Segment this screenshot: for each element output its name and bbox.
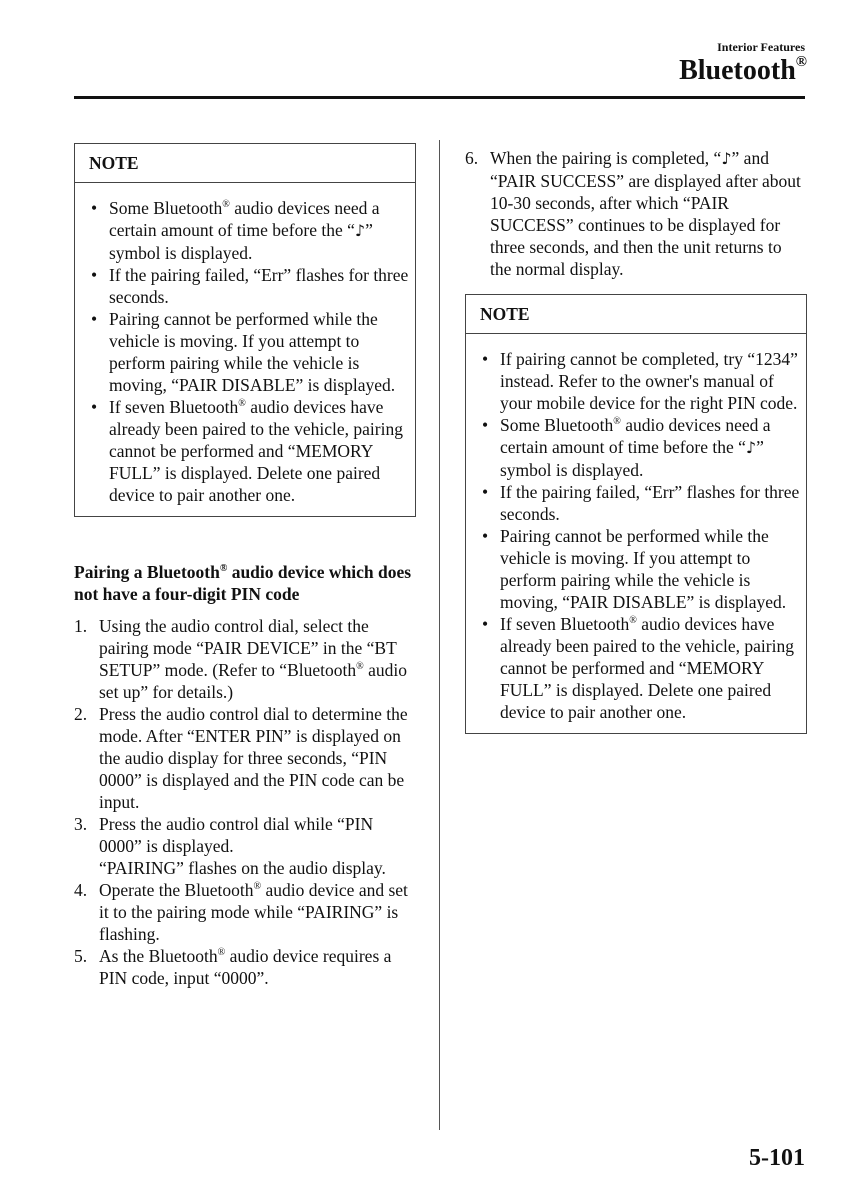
step-text: As the Bluetooth — [99, 946, 218, 966]
subheading-text: audio device which does not have a four-digit PIN code — [74, 562, 412, 604]
bullet: • — [482, 415, 489, 435]
note-text: ” symbol is displayed. — [109, 220, 373, 263]
note-text: audio devices have already been paired to the vehicle, pairing cannot be performed and “MEMORY FULL” is displayed. Delete one paired device to pair another one. — [109, 397, 403, 505]
note-text: If seven Bluetooth — [109, 397, 239, 417]
step-number: 4. — [74, 880, 88, 900]
note-item — [480, 613, 800, 723]
registered-mark: ® — [219, 563, 228, 574]
step-text: Operate the Bluetooth — [99, 880, 254, 900]
bullet: • — [91, 397, 98, 417]
step-text: Press the audio control dial while “PIN 0000” is displayed. — [99, 814, 374, 856]
note-text: If pairing cannot be completed, try “1234” instead. Refer to the owner's manual of your mobile device for the right PIN code. — [500, 349, 798, 413]
note-item — [89, 396, 409, 506]
bullet: • — [482, 349, 489, 369]
note-heading: NOTE — [75, 144, 415, 183]
music-note-icon: ♪ — [745, 438, 757, 457]
section-label: Interior Features — [717, 40, 805, 54]
note-box — [74, 143, 416, 517]
registered-mark: ® — [238, 398, 246, 409]
step-text: audio device requires a PIN code, input “0000”. — [99, 946, 392, 988]
note-text: Pairing cannot be performed while the vehicle is moving. If you attempt to perform pairing while the vehicle is moving, “PAIR DISABLE” is displayed. — [109, 309, 396, 395]
right-column — [465, 147, 807, 734]
bullet: • — [482, 526, 489, 546]
note-text: audio devices have already been paired to the vehicle, pairing cannot be performed and “MEMORY FULL” is displayed. Delete one paired device to pair another one. — [500, 614, 794, 722]
step-text: ” and “PAIR SUCCESS” are displayed after about 10-30 seconds, after which “PAIR SUCCESS” continues to be displayed for three seconds, and then the unit returns to the normal display. — [490, 148, 801, 279]
registered-mark: ® — [795, 54, 807, 70]
step-item — [74, 879, 416, 945]
bullet: • — [482, 482, 489, 502]
left-column — [74, 143, 416, 989]
page-number: 5-101 — [749, 1145, 805, 1171]
note-item — [480, 348, 800, 414]
bullet: • — [482, 614, 489, 634]
note-box — [465, 294, 807, 734]
note-text: If the pairing failed, “Err” flashes for three seconds. — [500, 482, 800, 524]
note-text: If seven Bluetooth — [500, 614, 630, 634]
registered-mark: ® — [613, 416, 621, 427]
step-number: 3. — [74, 814, 88, 834]
note-text: Some Bluetooth — [109, 198, 223, 218]
note-item — [89, 197, 409, 264]
step-number: 1. — [74, 616, 88, 636]
note-item — [480, 481, 800, 525]
music-note-icon: ♪ — [354, 221, 366, 240]
bullet: • — [91, 309, 98, 329]
note-item — [89, 264, 409, 308]
step-item — [74, 615, 416, 703]
steps-list — [74, 615, 416, 989]
registered-mark: ® — [253, 881, 262, 892]
note-list — [466, 334, 806, 733]
registered-mark: ® — [217, 947, 226, 958]
step-text: audio device and set it to the pairing mode while “PAIRING” is flashing. — [99, 880, 408, 944]
page-title — [679, 54, 807, 88]
registered-mark: ® — [356, 661, 364, 672]
note-heading: NOTE — [466, 295, 806, 334]
column-divider — [439, 140, 440, 1130]
step-number: 2. — [74, 704, 88, 724]
step-number: 5. — [74, 946, 88, 966]
step-text: “PAIRING” flashes on the audio display. — [99, 858, 386, 878]
step-text: Using the audio control dial, select the pairing mode “PAIR DEVICE” in the “BT SETUP” mode. (Refer to “Bluetooth — [99, 616, 397, 680]
note-text: ” symbol is displayed. — [500, 437, 764, 480]
step-item — [74, 945, 416, 989]
note-item — [89, 308, 409, 396]
step-item — [74, 703, 416, 813]
note-list — [75, 183, 415, 516]
step-text: audio set up” for details.) — [99, 660, 407, 702]
note-text: Pairing cannot be performed while the vehicle is moving. If you attempt to perform pairing while the vehicle is moving, “PAIR DISABLE” is displayed. — [500, 526, 787, 612]
note-text: audio devices need a certain amount of time before the “ — [109, 198, 380, 240]
step-item — [74, 813, 416, 879]
section-subheading — [74, 561, 416, 605]
bullet: • — [91, 265, 98, 285]
page-title-text: Bluetooth — [679, 55, 796, 86]
step-item — [465, 147, 807, 280]
note-item — [480, 525, 800, 613]
note-text: If the pairing failed, “Err” flashes for three seconds. — [109, 265, 409, 307]
subheading-text: Pairing a Bluetooth — [74, 562, 220, 582]
step-number: 6. — [465, 148, 479, 168]
note-text: Some Bluetooth — [500, 415, 614, 435]
note-text: audio devices need a certain amount of time before the “ — [500, 415, 771, 457]
steps-list-continued — [465, 147, 807, 280]
bullet: • — [91, 198, 98, 218]
note-item — [480, 414, 800, 481]
music-note-icon: ♪ — [721, 149, 732, 168]
step-text: Press the audio control dial to determine the mode. After “ENTER PIN” is displayed on the audio display for three seconds, “PIN 0000” is displayed and the PIN code can be input. — [99, 704, 408, 812]
registered-mark: ® — [629, 615, 637, 626]
step-text: When the pairing is completed, “ — [490, 148, 722, 168]
header-rule — [74, 96, 805, 99]
registered-mark: ® — [222, 199, 230, 210]
